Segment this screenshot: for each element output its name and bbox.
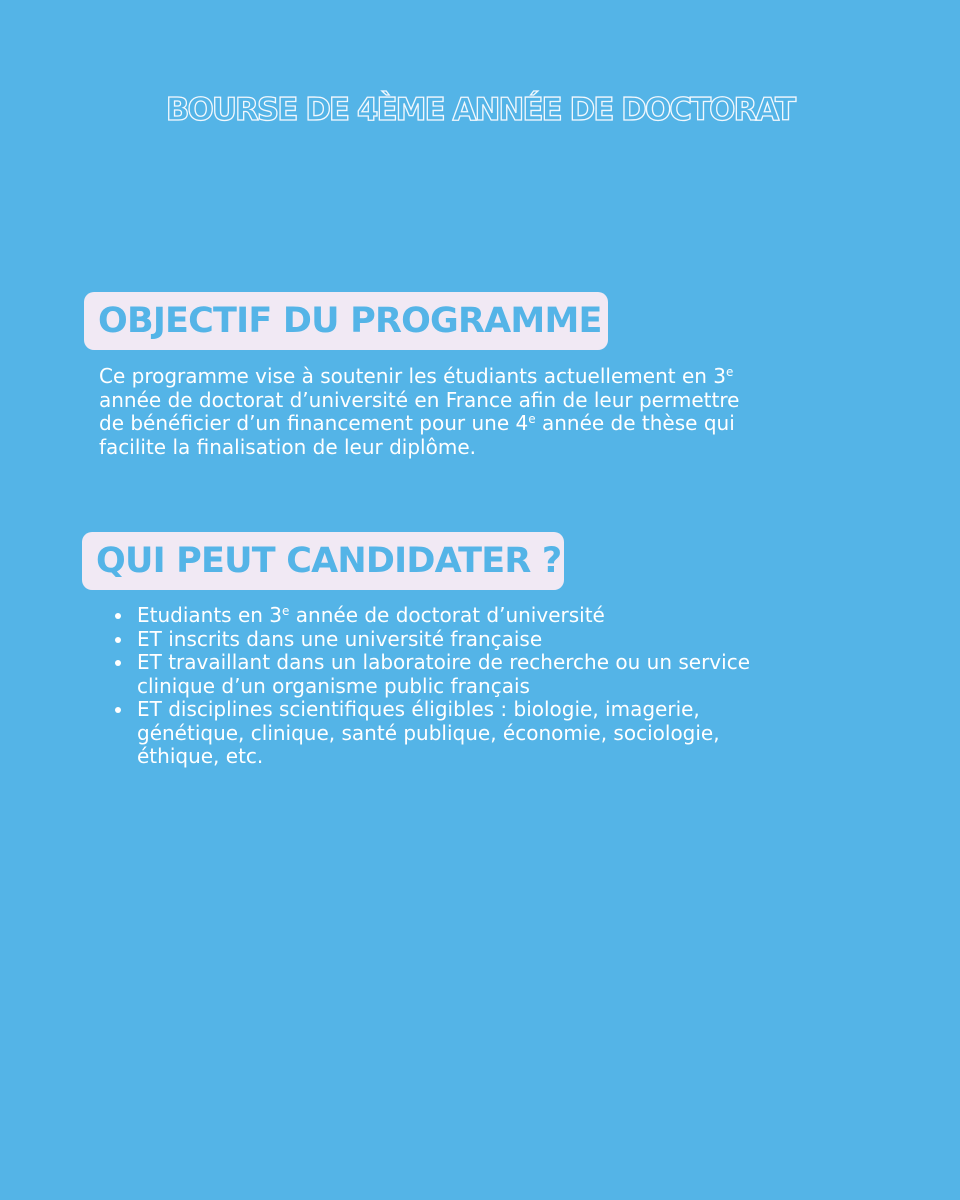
objective-paragraph bbox=[99, 365, 879, 459]
objective-line: Ce programme vise à soutenir les étudiants actuellement en 3e bbox=[99, 364, 734, 388]
section-heading-objective: OBJECTIF DU PROGRAMME bbox=[84, 292, 608, 350]
bullet-icon bbox=[115, 613, 121, 619]
objective-line: année de doctorat d’université en France afin de leur permettre bbox=[99, 387, 740, 412]
objective-line: facilite la finalisation de leur diplôme. bbox=[99, 434, 476, 459]
list-item: ET disciplines scientifiques éligibles : biologie, imagerie, génétique, clinique, santé publique, économie, sociologie, éthique, etc. bbox=[137, 698, 917, 769]
bullet-icon bbox=[115, 707, 121, 713]
objective-line: de bénéficier d’un financement pour une 4e année de thèse qui bbox=[99, 411, 735, 435]
bullet-icon bbox=[115, 637, 121, 643]
bullet-icon bbox=[115, 660, 121, 666]
list-item: ET inscrits dans une université française bbox=[137, 628, 917, 652]
section-heading-eligibility: QUI PEUT CANDIDATER ? bbox=[82, 532, 564, 590]
list-item: Etudiants en 3e année de doctorat d’université bbox=[137, 604, 917, 628]
eligibility-criteria-list bbox=[137, 604, 917, 769]
page-title: BOURSE DE 4ÈME ANNÉE DE DOCTORAT bbox=[165, 92, 795, 128]
list-item: ET travaillant dans un laboratoire de recherche ou un service clinique d’un organisme public français bbox=[137, 651, 917, 698]
